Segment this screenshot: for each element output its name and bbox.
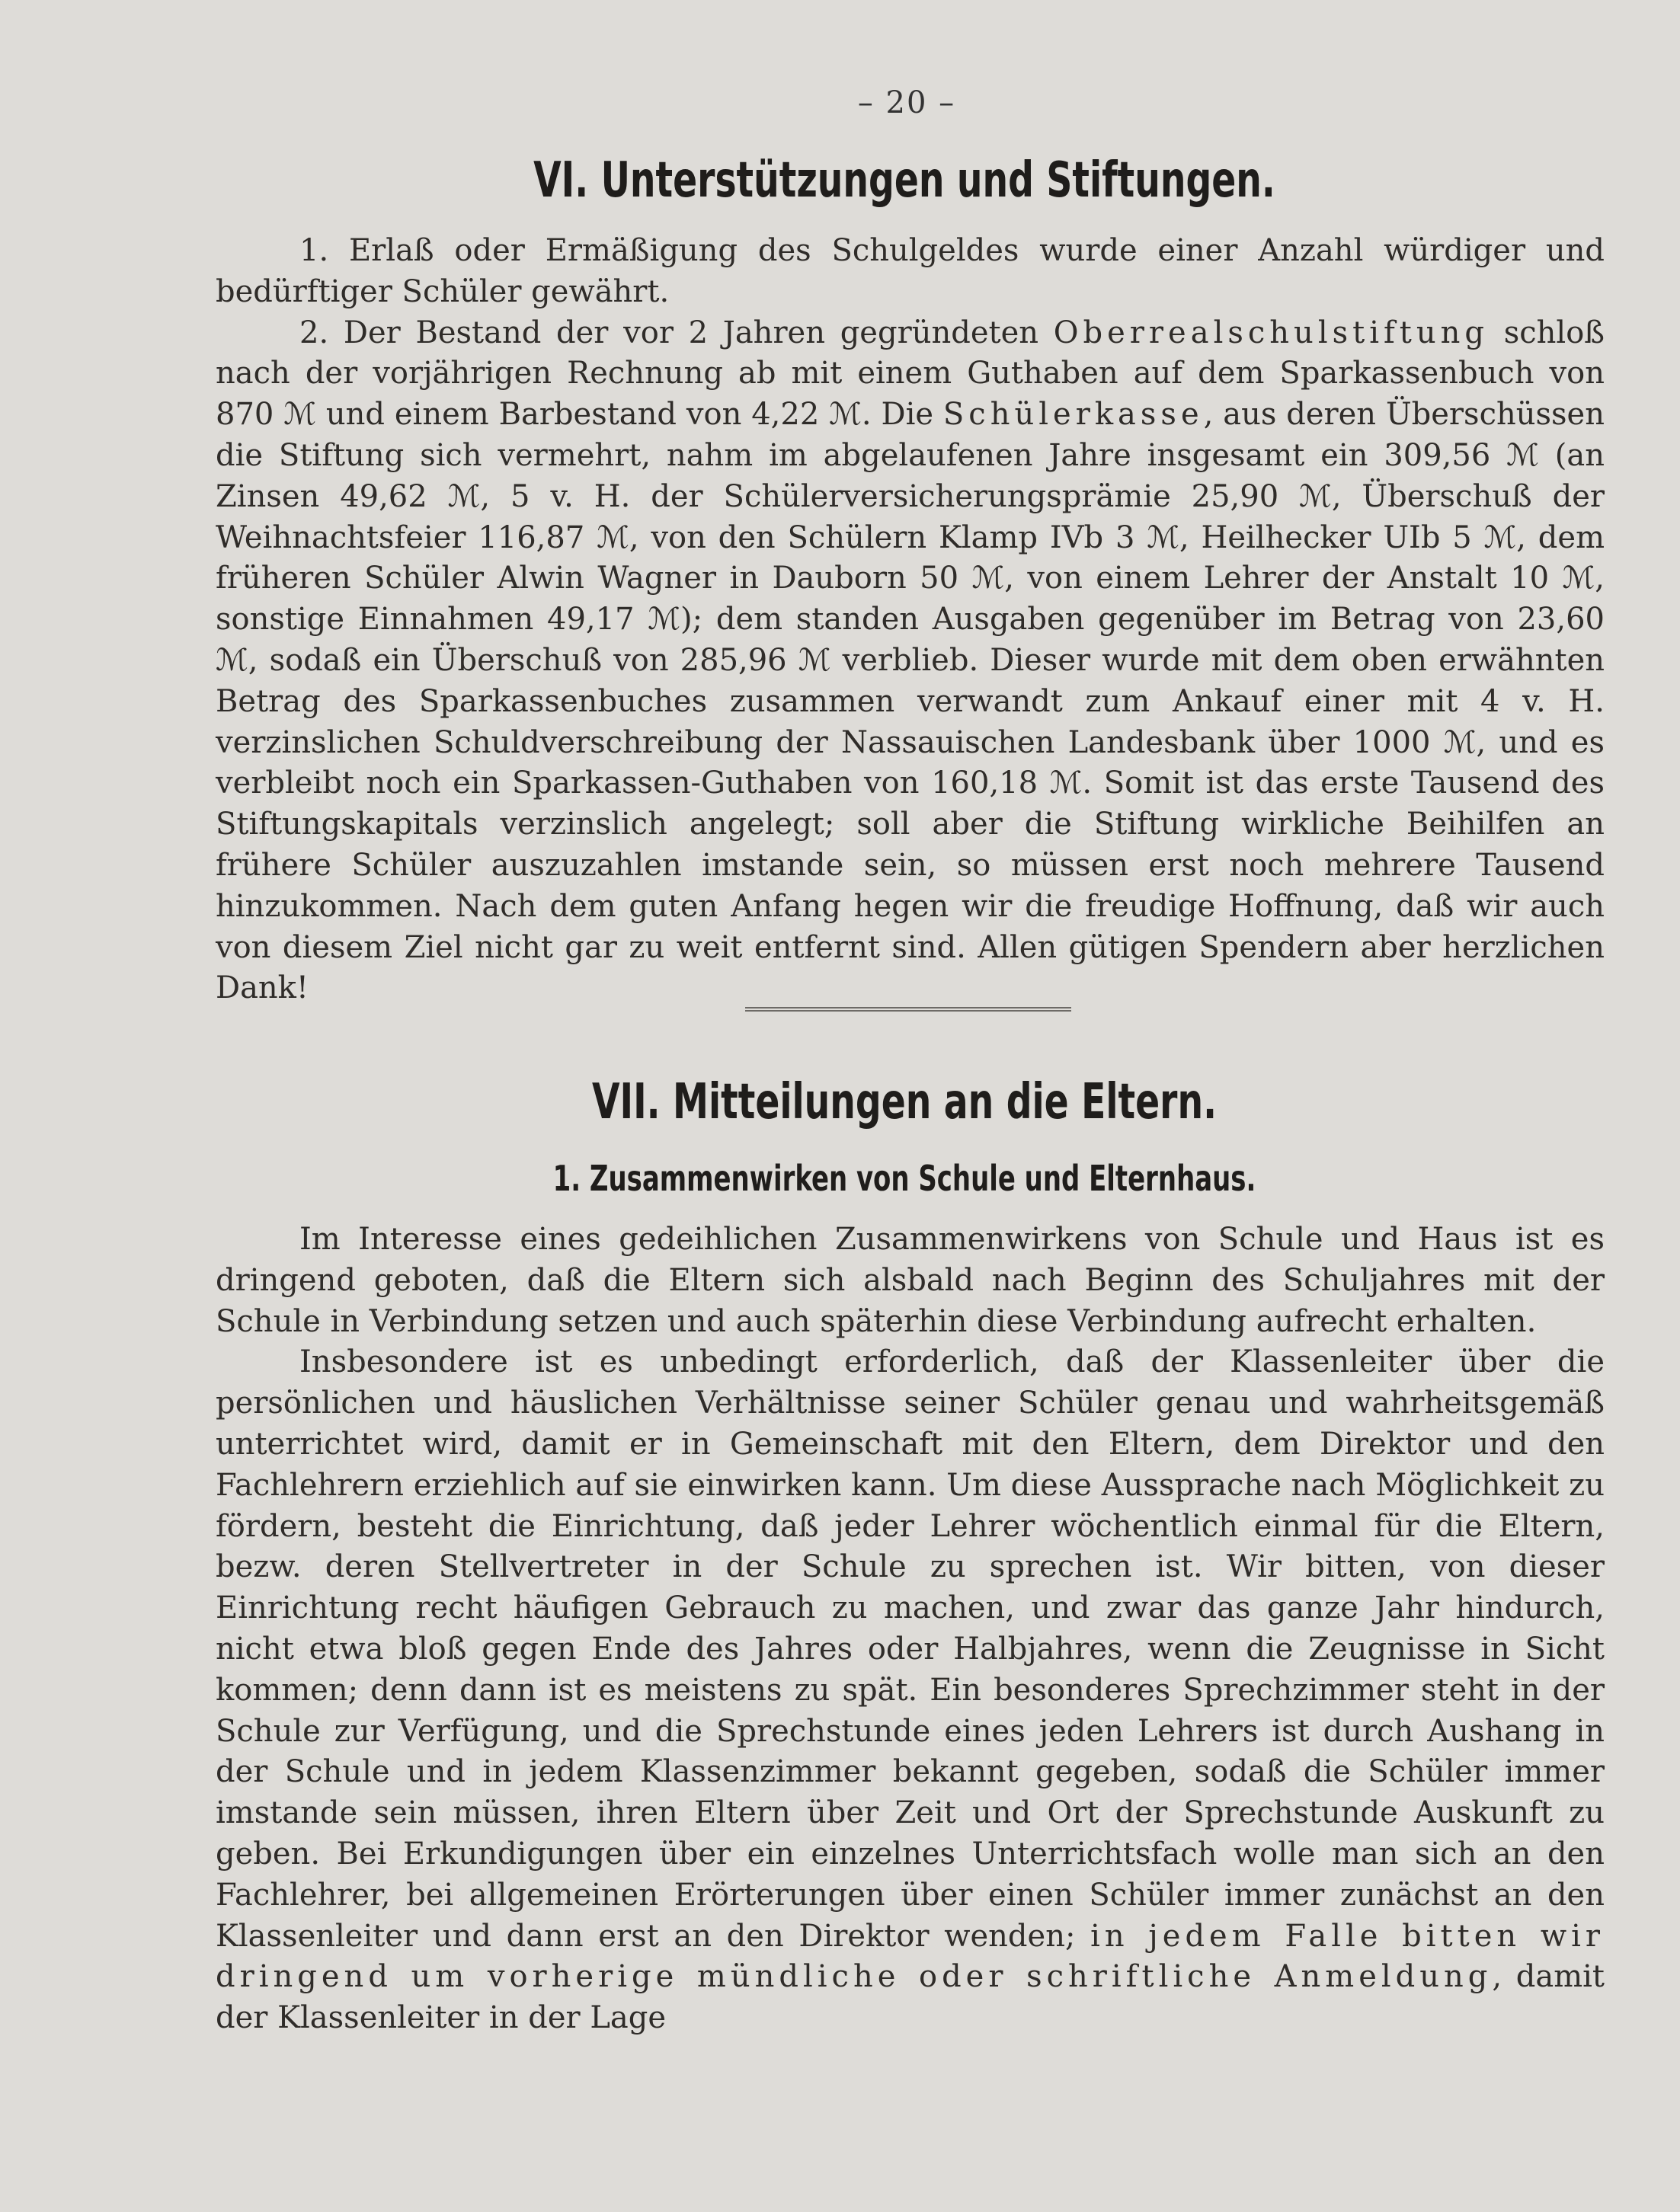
- section-vii-heading: VII. Mitteilungen an die Eltern.: [591, 1074, 1218, 1130]
- page-number: – 20 –: [857, 85, 956, 120]
- paragraph-2-text-b: , damit der Klassenleiter in der Lage: [216, 1959, 1605, 2036]
- section-vi-item-1: 1. Erlaß oder Ermäßigung des Schulgeldes wurde einer Anzahl würdiger und bedürftiger Schüler gewährt.: [216, 233, 1605, 309]
- item-2-spaced-stiftung: Oberrealschulstiftung: [1053, 315, 1490, 350]
- section-vi-heading: VI. Unterstützungen und Stiftungen.: [533, 152, 1275, 209]
- section-vii-body: [216, 1219, 1605, 2039]
- section-vi-item-2: [216, 313, 1605, 1010]
- paragraph-2-spaced-emphasis: in jedem Falle bitten wir dringend um vorherige mündliche oder schriftliche Anmeldung: [216, 1918, 1605, 1995]
- item-2-text-a: 2. Der Bestand der vor 2 Jahren gegründeten: [299, 315, 1054, 350]
- paragraph-2-text-a: Insbesondere ist es unbedingt erforderlich, daß der Klassenleiter über die persönlichen und häuslichen Verhältnisse seiner Schüler genau und wahrheitsgemäß unterrichtet wird, damit er in Gemeinschaft mit den Eltern, dem Direktor und den Fachlehrern erziehlich auf sie einwirken kann. Um diese Aussprache nach Möglichkeit zu fördern, besteht die Einrichtung, daß jeder Lehrer wöchentlich einmal für die Eltern, bezw. deren Stellvertreter in der Schule zu sprechen ist. Wir bitten, von dieser Einrichtung recht häufigen Gebrauch zu machen, und zwar das ganze Jahr hindurch, nicht etwa bloß gegen Ende des Jahres oder Halbjahres, wenn die Zeugnisse in Sicht kommen; denn dann ist es meistens zu spät. Ein besonderes Sprechzimmer steht in der Schule zur Verfügung, und die Sprechstunde eines jeden Lehrers ist durch Aushang in der Schule und in jedem Klassenzimmer bekannt gegeben, sodaß die Schüler immer imstande sein müssen, ihren Eltern über Zeit und Ort der Sprechstunde Auskunft zu geben. Bei Erkundigungen über ein einzelnes Unterrichtsfach wolle man sich an den Fachlehrer, bei allgemeinen Erörterungen über einen Schüler immer zunächst an den Klassenleiter und dann erst an den Direktor wenden;: [216, 1344, 1605, 1954]
- section-divider: [745, 1007, 1071, 1015]
- item-2-text-b: schloß nach der vorjährigen Rechnung ab mit einem Guthaben auf dem Sparkassenbuch von 870 ℳ und einem Barbestand von 4,22 ℳ. Die: [216, 315, 1605, 433]
- item-2-text-c: , aus deren Überschüssen die Stiftung sich vermehrt, nahm im abgelaufenen Jahre insgesamt ein 309,56 ℳ (an Zinsen 49,62 ℳ, 5 v. H. der Schülerversicherungsprämie 25,90 ℳ, Überschuß der Weihnachtsfeier 116,87 ℳ, von den Schülern Klamp IVb 3 ℳ, Heilhecker UIb 5 ℳ, dem früheren Schüler Alwin Wagner in Dauborn 50 ℳ, von einem Lehrer der Anstalt 10 ℳ, sonstige Einnahmen 49,17 ℳ); dem standen Ausgaben gegenüber im Betrag von 23,60 ℳ, sodaß ein Überschuß von 285,96 ℳ verblieb. Dieser wurde mit dem oben erwähnten Betrag des Sparkassenbuches zusammen verwandt zum Ankauf einer mit 4 v. H. verzinslichen Schuldverschreibung der Nassauischen Landesbank über 1000 ℳ, und es verbleibt noch ein Sparkassen-Guthaben von 160,18 ℳ. Somit ist das erste Tausend des Stiftungskapitals verzinslich angelegt; soll aber die Stiftung wirkliche Beihilfen an frühere Schüler auszuzahlen imstande sein, so müssen erst noch mehrere Tausend hinzukommen. Nach dem guten Anfang hegen wir die freudige Hoffnung, daß wir auch von diesem Ziel nicht gar zu weit entfernt sind. Allen gütigen Spendern aber herzlichen Dank!: [216, 397, 1605, 1006]
- section-vii-paragraph-1: Im Interesse eines gedeihlichen Zusammenwirkens von Schule und Haus ist es dringend geboten, daß die Eltern sich alsbald nach Beginn des Schuljahres mit der Schule in Verbindung setzen und auch späterhin diese Verbindung aufrecht erhalten.: [216, 1222, 1605, 1339]
- section-vii-paragraph-2: [216, 1342, 1605, 2039]
- section-vi-body: [216, 231, 1605, 1009]
- section-vii-subheading: 1. Zusammenwirken von Schule und Elternhaus.: [552, 1158, 1256, 1199]
- item-2-spaced-schuelerkasse: Schülerkasse: [942, 397, 1204, 433]
